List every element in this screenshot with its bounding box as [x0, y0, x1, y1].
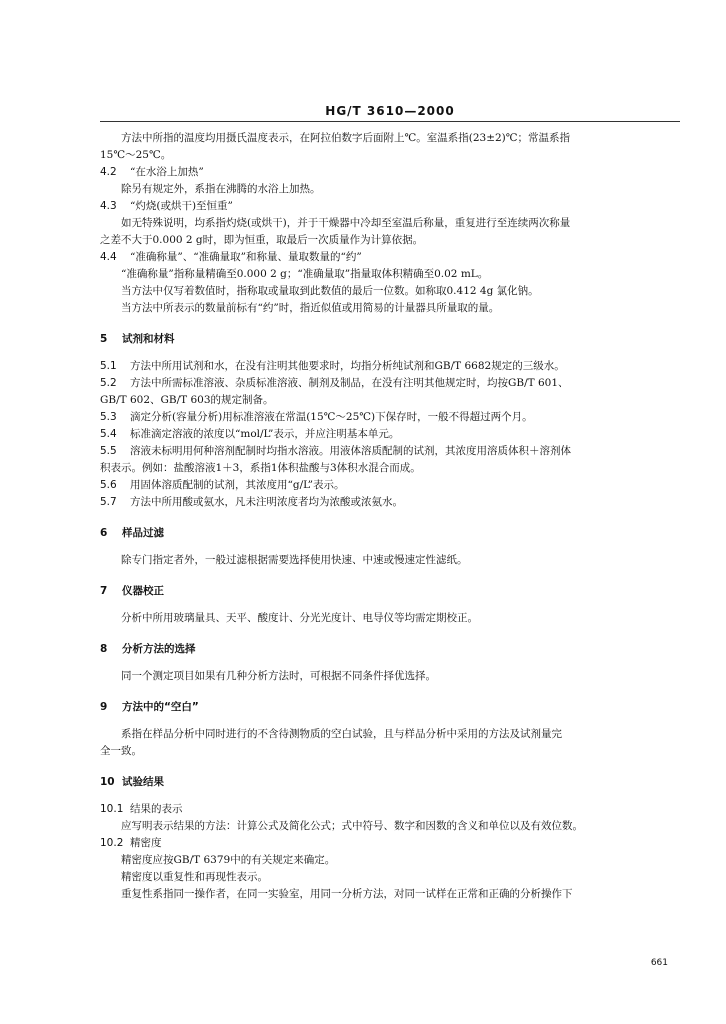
clause-title: “准确称量”、“准确量取”和称量、量取数量的“约”	[130, 251, 362, 263]
paragraph: 系指在样品分析中同时进行的不含待测物质的空白试验，且与样品分析中采用的方法及试剂量完	[121, 728, 562, 740]
header-rule	[100, 121, 680, 122]
clause-number: 5.4	[100, 428, 117, 440]
section-title: 分析方法的选择	[122, 643, 196, 655]
clause-title: 结果的表示	[130, 803, 183, 815]
clause-text: 方法中所用酸或氨水，凡未注明浓度者均为浓酸或浓氨水。	[130, 496, 403, 508]
paragraph: 当方法中所表示的数量前标有“约”时，指近似值或用简易的计量器具所量取的量。	[121, 302, 500, 314]
clause-text: 溶液未标明用何种溶剂配制时均指水溶液。用液体溶质配制的试剂，其浓度用溶质体积＋溶剂体	[130, 445, 571, 457]
document-body	[100, 130, 682, 903]
clause-10-2-title	[100, 835, 682, 852]
clause-number: 10.2	[100, 837, 124, 849]
section-7-heading	[100, 583, 682, 600]
clause-5-7	[100, 494, 682, 511]
section-number: 10	[100, 776, 115, 788]
clause-number: 5.6	[100, 479, 117, 491]
clause-title: “在水浴上加热”	[130, 166, 204, 178]
paragraph: “准确称量”指称量精确至0.000 2 g；“准确量取”指量取体积精确至0.02 mL。	[121, 268, 489, 280]
clause-4-4-title	[100, 249, 682, 266]
section-title: 样品过滤	[122, 527, 164, 539]
section-title: 仪器校正	[122, 585, 164, 597]
clause-5-6	[100, 477, 682, 494]
clause-4-3-title	[100, 198, 682, 215]
section-10-heading	[100, 774, 682, 791]
paragraph: 除另有规定外，系指在沸腾的水浴上加热。	[121, 183, 321, 195]
paragraph: 15℃～25℃。	[100, 149, 172, 161]
paragraph: 当方法中仅写着数值时，指称取或量取到此数值的最后一位数。如称取0.412 4g 氯化钠。	[121, 285, 539, 297]
clause-5-3	[100, 409, 682, 426]
paragraph: 之差不大于0.000 2 g时，即为恒重，取最后一次质量作为计算依据。	[100, 234, 424, 246]
paragraph: 除专门指定者外，一般过滤根据需要选择使用快速、中速或慢速定性滤纸。	[121, 554, 468, 566]
clause-number: 4.2	[100, 166, 117, 178]
section-number: 9	[100, 701, 108, 713]
clause-number: 5.1	[100, 360, 117, 372]
clause-number: 5.2	[100, 377, 117, 389]
clause-4-2-title	[100, 164, 682, 181]
paragraph: 同一个测定项目如果有几种分析方法时，可根据不同条件择优选择。	[121, 670, 436, 682]
clause-number: 4.4	[100, 251, 117, 263]
clause-text: 方法中所需标准溶液、杂质标准溶液、制剂及制品，在没有注明其他规定时，均按GB/T 601、	[130, 377, 569, 389]
clause-5-2	[100, 375, 682, 392]
clause-text: 滴定分析(容量分析)用标准溶液在常温(15℃～25℃)下保存时，一般不得超过两个月。	[130, 411, 533, 423]
paragraph: 方法中所指的温度均用摄氏温度表示，在阿拉伯数字后面附上℃。室温系指(23±2)℃；常温系指	[121, 132, 571, 144]
clause-number: 4.3	[100, 200, 117, 212]
clause-5-5	[100, 443, 682, 460]
section-5-heading	[100, 331, 682, 348]
paragraph: 重复性系指同一操作者，在同一实验室，用同一分析方法，对同一试样在正常和正确的分析操作下	[121, 888, 573, 900]
section-number: 7	[100, 585, 108, 597]
page-number: 661	[650, 958, 668, 968]
section-9-heading	[100, 699, 682, 716]
section-number: 5	[100, 333, 108, 345]
clause-number: 5.3	[100, 411, 117, 423]
clause-5-4	[100, 426, 682, 443]
section-title: 试剂和材料	[122, 333, 175, 345]
paragraph: 积表示。例如：盐酸溶液1＋3，系指1体积盐酸与3体积水混合而成。	[100, 462, 421, 474]
clause-5-1	[100, 358, 682, 375]
clause-10-1-title	[100, 801, 682, 818]
paragraph: 全一致。	[100, 745, 142, 757]
paragraph: 如无特殊说明，均系指灼烧(或烘干)，并于干燥器中冷却至室温后称量，重复进行至连续两次称量	[121, 217, 571, 229]
paragraph: 分析中所用玻璃量具、天平、酸度计、分光光度计、电导仪等均需定期校正。	[121, 612, 478, 624]
clause-number: 10.1	[100, 803, 124, 815]
paragraph: 应写明表示结果的方法：计算公式及简化公式；式中符号、数字和因数的含义和单位以及有效位数。	[121, 820, 583, 832]
clause-text: 用固体溶质配制的试剂，其浓度用“g/L”表示。	[130, 479, 345, 491]
clause-number: 5.5	[100, 445, 117, 457]
section-number: 6	[100, 527, 108, 539]
clause-title: “灼烧(或烘干)至恒重”	[130, 200, 233, 212]
clause-title: 精密度	[130, 837, 162, 849]
section-6-heading	[100, 525, 682, 542]
clause-text: 方法中所用试剂和水，在没有注明其他要求时，均指分析纯试剂和GB/T 6682规定的三级水。	[130, 360, 565, 372]
clause-text: 标准滴定溶液的浓度以“mol/L”表示，并应注明基本单元。	[130, 428, 400, 440]
paragraph: 精密度应按GB/T 6379中的有关规定来确定。	[121, 854, 336, 866]
standard-header: HG/T 3610—2000	[325, 104, 455, 118]
paragraph: 精密度以重复性和再现性表示。	[121, 871, 268, 883]
clause-number: 5.7	[100, 496, 117, 508]
section-title: 方法中的“空白”	[122, 701, 199, 713]
section-number: 8	[100, 643, 108, 655]
section-8-heading	[100, 641, 682, 658]
section-title: 试验结果	[122, 776, 164, 788]
paragraph: GB/T 602、GB/T 603的规定制备。	[100, 394, 274, 406]
